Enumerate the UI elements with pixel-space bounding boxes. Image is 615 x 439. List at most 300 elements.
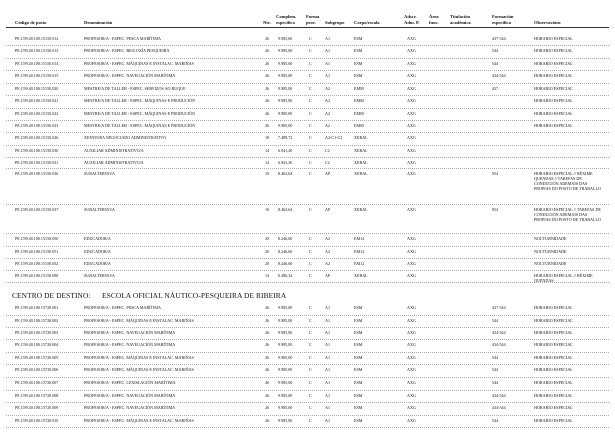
cell-name: PROFESOR/A - ESPEC. LEXISLACIÓN MARÍTIMA (84, 380, 176, 385)
cell-name: PROFESOR/A - ESPEC. NAVEGACIÓN MARÍTIMA (84, 405, 176, 410)
cell-prov: C (309, 236, 312, 241)
cell-prov: C (309, 418, 312, 423)
centre-name: ESCOLA OFICIAL NÁUTICO-PESQUEIRA DE RIBEIRA (102, 291, 287, 300)
cell-level: 20 (265, 236, 270, 241)
cell-sub: A1 (325, 342, 331, 347)
cell-code: PE.C99.40.100.15720.007 (15, 380, 59, 385)
row-divider (6, 120, 609, 121)
cell-name: XEFATURA NEGOCIADO ADMINISTRATIVO (84, 135, 167, 140)
row-divider (6, 233, 609, 234)
cell-obs: HORARIO ESPECIAL (534, 318, 573, 323)
cell-prov: C (309, 207, 312, 212)
row-divider (6, 315, 609, 316)
cell-adm: AXG (407, 273, 416, 278)
header-rule (6, 27, 609, 28)
cell-comp: 6.941,20 (278, 148, 293, 153)
row-divider (6, 70, 609, 71)
cell-obs: HORARIO ESPECIAL (534, 123, 573, 128)
cell-comp: 9.985,00 (278, 123, 293, 128)
cell-adm: AXG (407, 249, 416, 254)
row-divider (6, 108, 609, 109)
cell-corpo: ESM (354, 405, 363, 410)
cell-sub: A1 (325, 330, 331, 335)
row-divider (6, 352, 609, 353)
cell-formacion: 434-544 (492, 393, 506, 398)
header-titulacion-2: académica (450, 20, 471, 25)
row-divider (6, 168, 609, 169)
header-formacion-1: Formación (492, 14, 514, 19)
cell-prov: C (309, 98, 312, 103)
cell-code: PE.C99.40.100.15720.010 (15, 418, 59, 423)
cell-formacion: 544 (492, 380, 499, 385)
cell-corpo: XERAL (354, 207, 368, 212)
cell-obs: HORARIO ESPECIAL (534, 73, 573, 78)
cell-comp: 9.985,00 (278, 86, 293, 91)
row-divider (6, 377, 609, 378)
header-forma-2: prov. (306, 20, 316, 25)
cell-comp: 9.985,00 (278, 61, 293, 66)
cell-corpo: ESM (354, 330, 363, 335)
cell-prov: C (309, 249, 312, 254)
cell-code: PE.C99.40.100.15720.003 (15, 330, 59, 335)
cell-sub: A1 (325, 418, 331, 423)
cell-sub: AP (325, 273, 331, 278)
cell-code: PE.C99.40.100.15150.037 (15, 207, 59, 212)
cell-code: PE.C99.40.100.15150.022 (15, 111, 59, 116)
cell-comp: 9.985,00 (278, 305, 293, 310)
cell-prov: C (309, 355, 312, 360)
cell-formacion: 434-544 (492, 73, 506, 78)
cell-prov: C (309, 171, 312, 176)
cell-comp: 9.985,00 (278, 111, 293, 116)
cell-adm: AXG (407, 135, 416, 140)
cell-adm: AXG (407, 148, 416, 153)
cell-sub: A2 (325, 111, 331, 116)
cell-obs: HORARIO ESPECIAL (534, 36, 573, 41)
cell-name: PROFESOR/A - ESPEC. MÁQUINAS E INSTALAC. MARIÑAS (84, 418, 194, 423)
cell-name: PROFESOR/A - ESPEC. MÁQUINAS E INSTALAC. MARIÑAS (84, 355, 194, 360)
cell-comp: 9.985,00 (278, 380, 293, 385)
cell-name: SUBALTERNO/A (84, 171, 115, 176)
cell-level: 26 (265, 418, 270, 423)
cell-formacion: 544 (492, 48, 499, 53)
cell-sub: A1 (325, 355, 331, 360)
cell-formacion: 544 (492, 418, 499, 423)
cell-prov: C (309, 36, 312, 41)
cell-sub: A1 (325, 318, 331, 323)
cell-adm: AXG (407, 342, 416, 347)
cell-corpo: EMM (354, 86, 364, 91)
cell-name: PROFESOR/A - ESPEC. PESCA MARÍTIMA (84, 305, 162, 310)
cell-formacion: 544 (492, 61, 499, 66)
cell-sub: A1 (325, 73, 331, 78)
cell-obs: HORARIO ESPECIAL // TAREFAS DE CONDUCIÓN ADEMAIS DAS PROPIAS DO POSTO DE TRABALLO (534, 207, 601, 222)
cell-comp: 9.985,00 (278, 405, 293, 410)
cell-name: SUBALTERNO/A (84, 207, 115, 212)
cell-adm: AXG (407, 380, 416, 385)
cell-adm: AXG (407, 418, 416, 423)
cell-obs: HORARIO ESPECIAL (534, 61, 573, 66)
cell-name: EDUCADOR/A (84, 236, 111, 241)
cell-obs: HORARIO ESPECIAL (534, 393, 573, 398)
cell-level: 20 (265, 261, 270, 266)
cell-code: PE.C99.40.100.15150.026 (15, 135, 59, 140)
cell-adm: AXG (407, 330, 416, 335)
cell-code: PE.C99.40.100.15150.052 (15, 261, 59, 266)
row-divider (6, 83, 609, 84)
cell-code: PE.C99.40.100.15150.021 (15, 98, 59, 103)
cell-comp: 8.462,64 (278, 171, 293, 176)
cell-name: PROFESOR/A - ESPEC. PESCA MARÍTIMA (84, 36, 162, 41)
cell-level: 10 (265, 171, 270, 176)
cell-obs: NOCTURNIDADE (534, 261, 567, 266)
cell-code: PE.C99.40.100.15720.004 (15, 342, 59, 347)
cell-level: 26 (265, 318, 270, 323)
cell-prov: C (309, 367, 312, 372)
cell-sub: A2 (325, 123, 331, 128)
cell-adm: AXG (407, 111, 416, 116)
cell-code: PE.C99.40.100.15720.001 (15, 305, 59, 310)
cell-level: 26 (265, 86, 270, 91)
cell-code: PE.C99.40.100.15720.002 (15, 318, 59, 323)
cell-obs: HORARIO ESPECIAL (534, 98, 573, 103)
cell-obs: HORARIO ESPECIAL (534, 86, 573, 91)
header-area-2: func. (429, 20, 439, 25)
cell-name: AUXILIAR ADMINISTRATIVO/A (84, 160, 144, 165)
cell-comp: 9.985,00 (278, 36, 293, 41)
cell-obs: HORARIO ESPECIAL // RÉXIME QUENDAS // TAREFAS DE CONDUCIÓN ADEMAIS DAS PROPIAS DO POSTO DE TRABALLO (534, 171, 601, 191)
cell-prov: C (309, 86, 312, 91)
cell-prov: C (309, 48, 312, 53)
row-divider (6, 402, 609, 403)
cell-prov: C (309, 380, 312, 385)
row-divider (6, 58, 609, 59)
cell-level: 26 (265, 98, 270, 103)
header-codigo: Código de posto (15, 20, 47, 25)
cell-sub: A2 (325, 249, 331, 254)
cell-adm: AXG (407, 367, 416, 372)
row-divider (6, 132, 609, 133)
header-area-1: Área (429, 14, 439, 19)
cell-name: PROFESOR/A - ESPEC. MÁQUINAS E INSTALAC. MARIÑAS (84, 367, 194, 372)
cell-corpo: EM12 (354, 261, 365, 266)
centre-label: CENTRO DE DESTINO: (12, 291, 91, 300)
row-divider (6, 390, 609, 391)
cell-code: PE.C99.40.100.15150.023 (15, 123, 59, 128)
cell-corpo: ESM (354, 367, 363, 372)
cell-name: MESTRE/A DE TALLER - ESPEC. SERVIZOS AO BUQUE (84, 86, 186, 91)
cell-formacion: 544 (492, 318, 499, 323)
cell-code: PE.C99.40.100.15720.008 (15, 393, 59, 398)
cell-code: PE.C99.40.100.15720.005 (15, 355, 59, 360)
cell-name: PROFESOR/A - ESPEC. NAVEGACIÓN MARÍTIMA (84, 330, 176, 335)
cell-prov: C (309, 342, 312, 347)
cell-formacion: 434-544 (492, 330, 506, 335)
cell-level: 26 (265, 330, 270, 335)
cell-name: PROFESOR/A - ESPEC. MÁQUINAS E INSTALAC. MARIÑAS (84, 61, 194, 66)
cell-prov: C (309, 273, 312, 278)
cell-level: 14 (265, 273, 270, 278)
header-adscr-1: Adscr. (404, 14, 417, 19)
cell-sub: A2 (325, 236, 331, 241)
row-divider (6, 246, 609, 247)
cell-name: MESTRE/A DE TALLER - ESPEC. MÁQUINAS E PRODUCIÓN (84, 98, 196, 103)
row-divider (6, 204, 609, 205)
cell-corpo: ESM (354, 342, 363, 347)
cell-obs: HORARIO ESPECIAL (534, 111, 573, 116)
cell-prov: C (309, 123, 312, 128)
cell-prov: C (309, 261, 312, 266)
cell-name: PROFESOR/A - ESPEC. MÁQUINAS E INSTALAC. MARIÑAS (84, 318, 194, 323)
cell-code: PE.C99.40.100.15150.050 (15, 236, 59, 241)
cell-code: PE.C99.40.100.15150.014 (15, 61, 59, 66)
row-divider (6, 95, 609, 96)
cell-code: PE.C99.40.100.15150.012 (15, 36, 59, 41)
cell-corpo: XERAL (354, 273, 368, 278)
cell-comp: 6.941,20 (278, 160, 293, 165)
cell-prov: C (309, 330, 312, 335)
cell-adm: AXG (407, 171, 416, 176)
header-complem-1: Complem. (276, 14, 297, 19)
cell-level: 14 (265, 160, 270, 165)
cell-code: PE.C99.40.100.15720.009 (15, 405, 59, 410)
cell-sub: AP (325, 171, 331, 176)
cell-adm: AXG (407, 123, 416, 128)
cell-corpo: ESM (354, 73, 363, 78)
cell-corpo: EM12 (354, 236, 365, 241)
cell-adm: AXG (407, 207, 416, 212)
cell-obs: HORARIO ESPECIAL // RÉXIME QUENDAS (534, 273, 593, 283)
header-observacions: Observacións (534, 20, 561, 25)
cell-prov: C (309, 111, 312, 116)
cell-level: 18 (265, 135, 270, 140)
cell-name: PROFESOR/A - ESPEC. NAVEGACIÓN MARÍTIMA (84, 73, 176, 78)
cell-sub: A2 (325, 98, 331, 103)
cell-corpo: EM12 (354, 249, 365, 254)
cell-corpo: EMM (354, 98, 364, 103)
cell-corpo: XERAL (354, 171, 368, 176)
cell-prov: C (309, 318, 312, 323)
cell-adm: AXG (407, 36, 416, 41)
cell-sub: A1 (325, 380, 331, 385)
cell-corpo: ESM (354, 305, 363, 310)
cell-prov: C (309, 305, 312, 310)
header-adscr-2: Adm. P. (404, 20, 420, 25)
cell-prov: C (309, 393, 312, 398)
cell-sub: A1 (325, 61, 331, 66)
cell-corpo: ESM (354, 318, 363, 323)
cell-comp: 8.246,60 (278, 236, 293, 241)
cell-obs: HORARIO ESPECIAL (534, 367, 573, 372)
cell-comp: 8.462,64 (278, 207, 293, 212)
cell-adm: AXG (407, 48, 416, 53)
cell-name: MESTRE/A DE TALLER - ESPEC. MÁQUINAS E PRODUCIÓN (84, 111, 196, 116)
cell-obs: HORARIO ESPECIAL (534, 48, 573, 53)
cell-sub: C2 (325, 160, 330, 165)
row-divider (6, 145, 609, 146)
cell-sub: A1 (325, 393, 331, 398)
cell-code: PE.C99.40.100.15150.015 (15, 73, 59, 78)
header-subgrupo: Subgrupo (325, 20, 345, 25)
cell-sub: A1 (325, 305, 331, 310)
cell-formacion: 544 (492, 367, 499, 372)
cell-comp: 9.985,00 (278, 318, 293, 323)
cell-corpo: EMM (354, 111, 364, 116)
cell-corpo: ESM (354, 393, 363, 398)
cell-sub: A1 (325, 48, 331, 53)
cell-sub: A1 (325, 405, 331, 410)
cell-level: 26 (265, 48, 270, 53)
row-divider (6, 157, 609, 158)
cell-level: 26 (265, 123, 270, 128)
cell-formacion: 434-544 (492, 405, 506, 410)
cell-obs: HORARIO ESPECIAL (534, 355, 573, 360)
cell-name: PROFESOR/A - ESPEC. NAVEGACIÓN MARÍTIMA (84, 393, 176, 398)
cell-obs: HORARIO ESPECIAL (534, 418, 573, 423)
cell-comp: 9.985,00 (278, 330, 293, 335)
cell-comp: 9.985,00 (278, 418, 293, 423)
cell-comp: 8.246,60 (278, 249, 293, 254)
cell-corpo: XERAL (354, 148, 368, 153)
cell-name: EDUCADOR/A (84, 261, 111, 266)
cell-formacion: 437 (492, 86, 499, 91)
header-titulacion-1: Titulación (450, 14, 471, 19)
cell-code: PE.C99.40.100.15150.031 (15, 160, 59, 165)
cell-prov: C (309, 148, 312, 153)
cell-sub: A2 (325, 86, 331, 91)
cell-formacion: 954 (492, 171, 499, 176)
row-divider (6, 427, 609, 428)
cell-obs: HORARIO ESPECIAL (534, 405, 573, 410)
cell-prov: C (309, 61, 312, 66)
cell-corpo: ESM (354, 48, 363, 53)
cell-obs: HORARIO ESPECIAL (534, 305, 573, 310)
cell-adm: AXG (407, 86, 416, 91)
cell-corpo: EMM (354, 123, 364, 128)
cell-comp: 8.246,60 (278, 261, 293, 266)
cell-comp: 6.486,34 (278, 273, 293, 278)
cell-corpo: ESM (354, 61, 363, 66)
cell-level: 26 (265, 36, 270, 41)
cell-corpo: ESM (354, 355, 363, 360)
row-divider (6, 282, 609, 283)
cell-corpo: ESM (354, 380, 363, 385)
cell-obs: HORARIO ESPECIAL (534, 330, 573, 335)
cell-formacion: 434-544 (492, 342, 506, 347)
row-divider (6, 364, 609, 365)
row-divider (6, 258, 609, 259)
cell-adm: AXG (407, 305, 416, 310)
cell-prov: C (309, 135, 312, 140)
cell-level: 26 (265, 405, 270, 410)
cell-comp: 7.489,72 (278, 135, 293, 140)
cell-level: 26 (265, 111, 270, 116)
cell-formacion: 437-544 (492, 305, 506, 310)
cell-level: 26 (265, 355, 270, 360)
cell-level: 26 (265, 305, 270, 310)
cell-prov: C (309, 73, 312, 78)
cell-sub: AP (325, 207, 331, 212)
cell-formacion: 954 (492, 207, 499, 212)
cell-adm: AXG (407, 405, 416, 410)
cell-comp: 9.985,00 (278, 367, 293, 372)
cell-name: PROFESOR/A - ESPEC. NAVEGACIÓN MARÍTIMA (84, 342, 176, 347)
cell-sub: A2 (325, 261, 331, 266)
cell-formacion: 544 (492, 355, 499, 360)
cell-formacion: 437-544 (492, 36, 506, 41)
cell-obs: HORARIO ESPECIAL (534, 380, 573, 385)
cell-sub: A2-C1-C2 (325, 135, 343, 140)
cell-level: 26 (265, 367, 270, 372)
cell-adm: AXG (407, 98, 416, 103)
cell-corpo: XERAL (354, 135, 368, 140)
header-forma-1: Forma (306, 14, 320, 19)
cell-prov: C (309, 160, 312, 165)
cell-comp: 9.985,00 (278, 393, 293, 398)
cell-name: AUXILIAR ADMINISTRATIVO/A (84, 148, 144, 153)
cell-sub: A1 (325, 36, 331, 41)
cell-code: PE.C99.40.100.15150.020 (15, 86, 59, 91)
cell-comp: 9.985,00 (278, 355, 293, 360)
header-formacion-2: específica (492, 20, 511, 25)
header-denominacion: Denominación (84, 20, 113, 25)
cell-corpo: XERAL (354, 160, 368, 165)
cell-adm: AXG (407, 393, 416, 398)
cell-code: PE.C99.40.100.15150.013 (15, 48, 59, 53)
cell-code: PE.C99.40.100.15150.036 (15, 171, 59, 176)
row-divider (6, 270, 609, 271)
cell-level: 26 (265, 342, 270, 347)
cell-level: 20 (265, 249, 270, 254)
cell-obs: NOCTURNIDADE (534, 236, 567, 241)
cell-code: PE.C99.40.100.15150.030 (15, 148, 59, 153)
cell-adm: AXG (407, 160, 416, 165)
cell-obs: NOCTURNIDADE (534, 249, 567, 254)
header-corpo: Corpo/escala (354, 20, 380, 25)
cell-corpo: ESM (354, 36, 363, 41)
row-divider (6, 327, 609, 328)
cell-corpo: ESM (354, 418, 363, 423)
row-divider (6, 339, 609, 340)
cell-level: 26 (265, 61, 270, 66)
cell-comp: 9.985,00 (278, 342, 293, 347)
cell-level: 26 (265, 380, 270, 385)
cell-adm: AXG (407, 236, 416, 241)
cell-adm: AXG (407, 355, 416, 360)
cell-name: SUBALTERNO/A (84, 273, 115, 278)
cell-name: EDUCADOR/A (84, 249, 111, 254)
cell-level: 14 (265, 148, 270, 153)
cell-sub: C2 (325, 148, 330, 153)
cell-code: PE.C99.40.100.15150.051 (15, 249, 59, 254)
cell-comp: 9.985,00 (278, 98, 293, 103)
cell-prov: C (309, 405, 312, 410)
cell-adm: AXG (407, 61, 416, 66)
cell-name: PROFESOR/A - ESPEC. BIOLOXÍA PESQUEIRA (84, 48, 170, 53)
cell-level: 10 (265, 207, 270, 212)
header-nivel: Nív. (263, 20, 271, 25)
cell-adm: AXG (407, 261, 416, 266)
cell-adm: AXG (407, 318, 416, 323)
cell-code: PE.C99.40.100.15150.090 (15, 273, 59, 278)
header-complem-2: específico (276, 20, 295, 25)
row-divider (6, 415, 609, 416)
cell-level: 26 (265, 393, 270, 398)
cell-adm: AXG (407, 73, 416, 78)
cell-code: PE.C99.40.100.15720.006 (15, 367, 59, 372)
cell-name: MESTRE/A DE TALLER - ESPEC. MÁQUINAS E PRODUCIÓN (84, 123, 196, 128)
row-divider (6, 45, 609, 46)
